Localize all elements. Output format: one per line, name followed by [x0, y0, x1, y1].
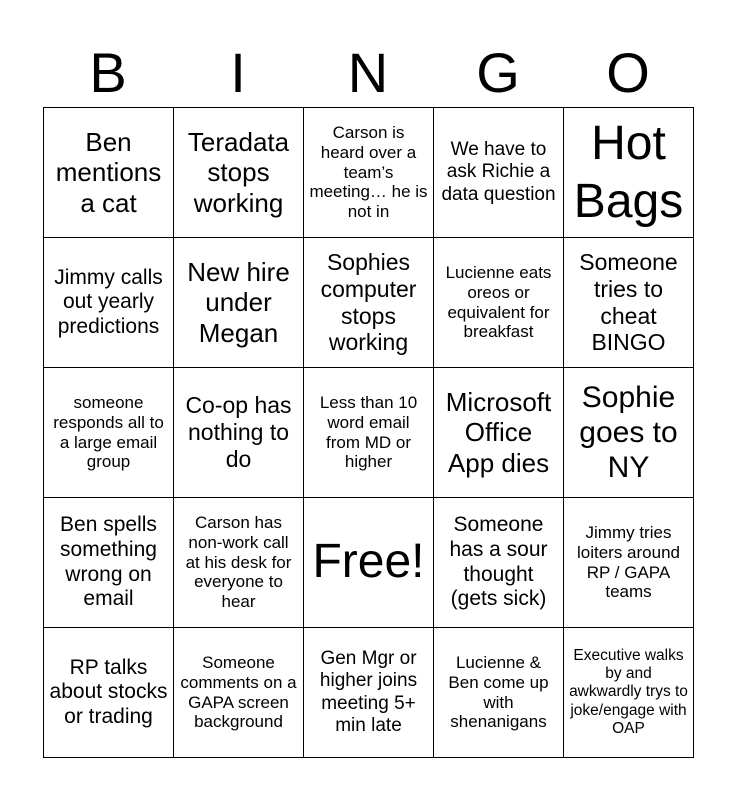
- bingo-cell[interactable]: Less than 10 word email from MD or higher: [304, 368, 434, 498]
- board-row-2: [44, 238, 694, 368]
- header-letter-g: G: [476, 41, 520, 104]
- bingo-board: [43, 107, 694, 758]
- board-row-4: [44, 498, 694, 628]
- bingo-header: [43, 38, 693, 108]
- bingo-cell[interactable]: Teradata stops working: [174, 108, 304, 238]
- bingo-cell[interactable]: Executive walks by and awkwardly trys to joke/engage with OAP: [564, 628, 694, 758]
- bingo-cell[interactable]: We have to ask Richie a data question: [434, 108, 564, 238]
- bingo-cell[interactable]: Gen Mgr or higher joins meeting 5+ min late: [304, 628, 434, 758]
- bingo-cell[interactable]: Someone has a sour thought (gets sick): [434, 498, 564, 628]
- header-letter-o: O: [606, 41, 650, 104]
- bingo-cell[interactable]: someone responds all to a large email group: [44, 368, 174, 498]
- bingo-cell[interactable]: Jimmy tries loiters around RP / GAPA teams: [564, 498, 694, 628]
- bingo-cell[interactable]: Carson is heard over a team’s meeting… he is not in: [304, 108, 434, 238]
- bingo-cell[interactable]: Co-op has nothing to do: [174, 368, 304, 498]
- bingo-cell[interactable]: New hire under Megan: [174, 238, 304, 368]
- header-letter-i: I: [230, 41, 246, 104]
- bingo-cell[interactable]: Sophies computer stops working: [304, 238, 434, 368]
- board-row-5: [44, 628, 694, 758]
- bingo-cell[interactable]: Ben mentions a cat: [44, 108, 174, 238]
- bingo-cell[interactable]: Sophie goes to NY: [564, 368, 694, 498]
- bingo-cell[interactable]: Lucienne eats oreos or equivalent for breakfast: [434, 238, 564, 368]
- header-letter-n: N: [347, 41, 389, 104]
- board-row-1: [44, 108, 694, 238]
- free-cell[interactable]: Free!: [304, 498, 434, 628]
- header-letter-b: B: [89, 41, 127, 104]
- bingo-cell[interactable]: RP talks about stocks or trading: [44, 628, 174, 758]
- bingo-cell[interactable]: Ben spells something wrong on email: [44, 498, 174, 628]
- bingo-cell[interactable]: Hot Bags: [564, 108, 694, 238]
- bingo-cell[interactable]: Jimmy calls out yearly predictions: [44, 238, 174, 368]
- board-row-3: [44, 368, 694, 498]
- bingo-cell[interactable]: Someone comments on a GAPA screen background: [174, 628, 304, 758]
- bingo-cell[interactable]: Microsoft Office App dies: [434, 368, 564, 498]
- bingo-cell[interactable]: Lucienne & Ben come up with shenanigans: [434, 628, 564, 758]
- bingo-cell[interactable]: Carson has non-work call at his desk for everyone to hear: [174, 498, 304, 628]
- bingo-cell[interactable]: Someone tries to cheat BINGO: [564, 238, 694, 368]
